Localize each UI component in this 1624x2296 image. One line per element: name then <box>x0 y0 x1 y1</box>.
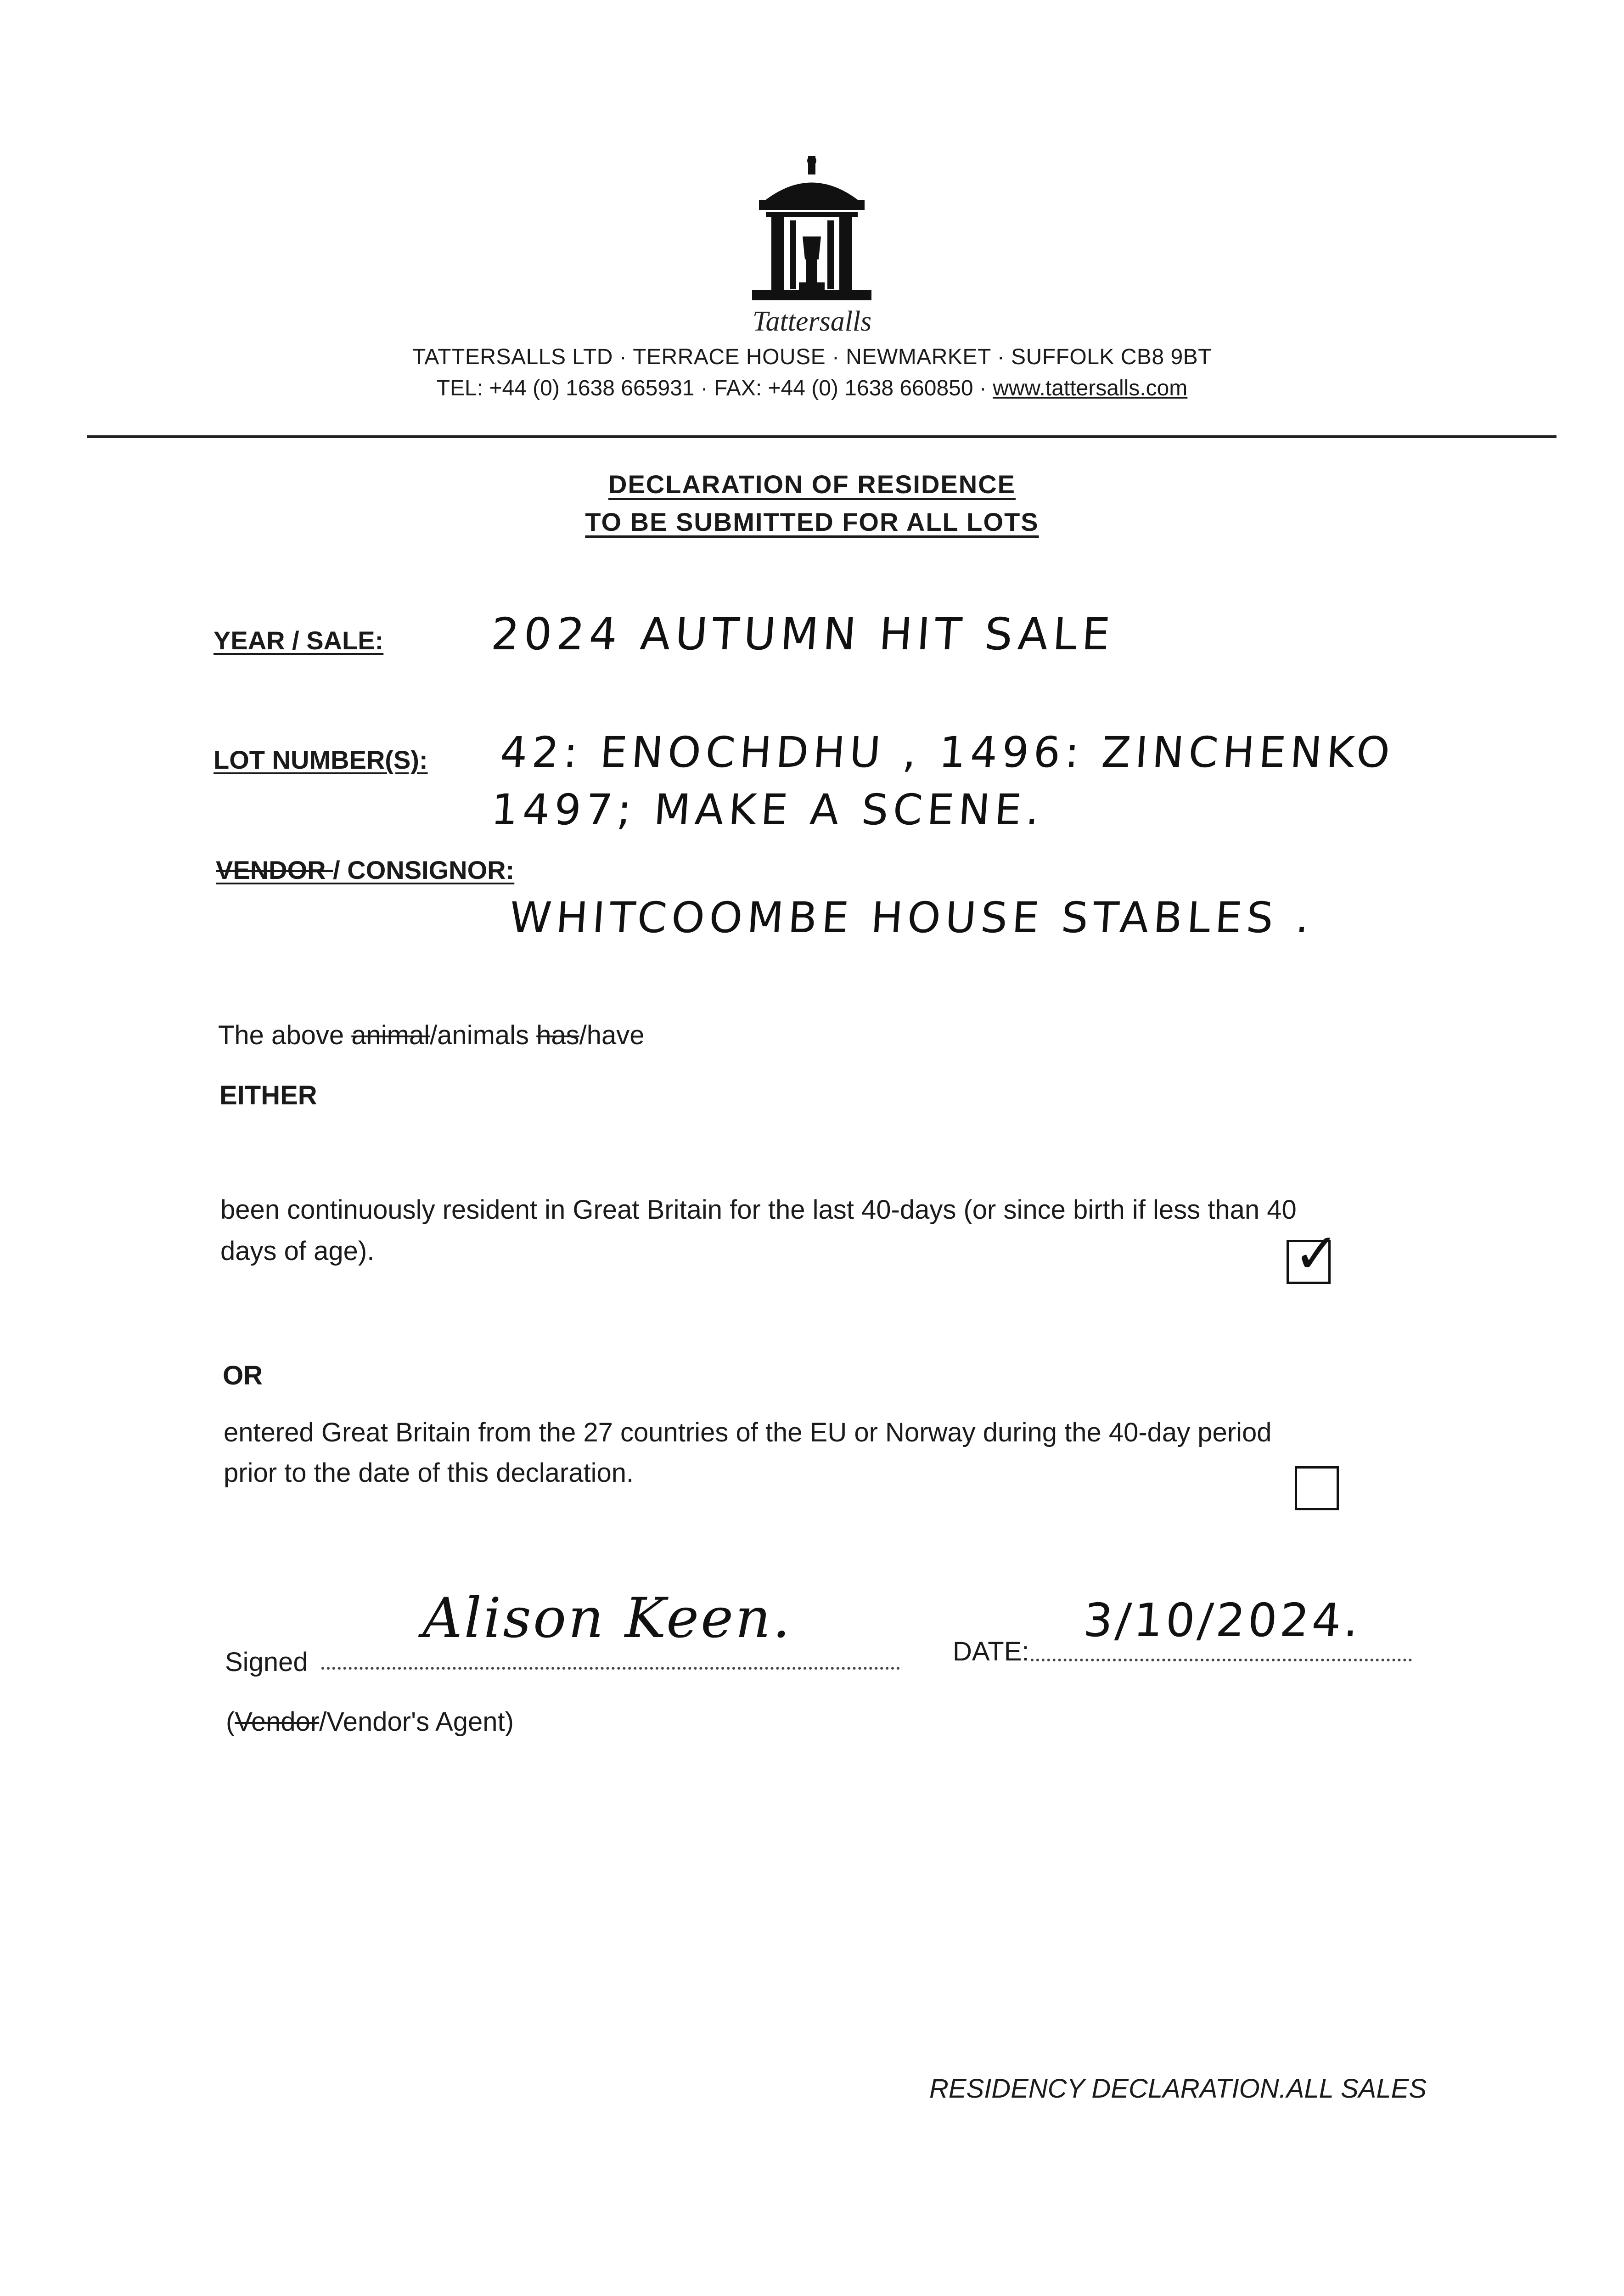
header-divider <box>87 435 1557 438</box>
statement-prefix: The above <box>218 1020 352 1050</box>
vendor-struck: VENDOR <box>216 855 333 884</box>
option2-checkbox[interactable] <box>1295 1466 1339 1510</box>
lot-numbers-value-line1[interactable]: 42: ENOCHDHU , 1496: ZINCHENKO <box>499 728 1396 777</box>
document-subtitle: TO BE SUBMITTED FOR ALL LOTS <box>585 507 1039 536</box>
footer-reference: RESIDENCY DECLARATION.ALL SALES <box>929 2074 1427 2104</box>
animal-struck: animal <box>351 1020 430 1050</box>
vendor-agent-role: /Vendor's Agent) <box>319 1707 514 1737</box>
checkmark-icon: ✓ <box>1293 1222 1340 1286</box>
vendor-role-struck: Vendor <box>235 1707 320 1737</box>
animals-text: /animals <box>430 1020 537 1050</box>
date-label: DATE: <box>953 1637 1029 1666</box>
option1-text-line2: days of age). <box>220 1236 375 1266</box>
contact-line <box>0 376 1624 401</box>
lot-numbers-label: LOT NUMBER(S): <box>214 745 428 774</box>
consignor-label <box>216 855 514 885</box>
website-link[interactable]: www.tattersalls.com <box>993 376 1188 400</box>
phone-fax: TEL: +44 (0) 1638 665931 · FAX: +44 (0) 1638 660850 · <box>436 376 993 400</box>
consignor-label-text: / CONSIGNOR: <box>333 855 515 884</box>
or-label: OR <box>223 1361 263 1390</box>
signed-label: Signed <box>225 1647 308 1677</box>
consignor-value[interactable]: WHITCOOMBE HOUSE STABLES . <box>508 893 1316 942</box>
signature-line <box>321 1662 900 1670</box>
option1-checkbox[interactable] <box>1287 1222 1340 1286</box>
option2-text-line1: entered Great Britain from the 27 countries of the EU or Norway during the 40-day period <box>224 1418 1272 1447</box>
tattersalls-logo <box>747 156 876 308</box>
date-line <box>1031 1654 1412 1661</box>
signature[interactable]: Alison Keen. <box>422 1587 792 1650</box>
statement-line <box>218 1015 645 1056</box>
either-label: EITHER <box>219 1080 317 1110</box>
have-text: /have <box>579 1020 645 1050</box>
option2-text-line2: prior to the date of this declaration. <box>224 1458 634 1488</box>
role-open-paren: ( <box>226 1707 235 1737</box>
year-sale-value[interactable]: 2024 AUTUMN HIT SALE <box>489 608 1116 660</box>
signer-role <box>226 1701 514 1743</box>
has-struck: has <box>536 1020 579 1050</box>
document-title: DECLARATION OF RESIDENCE <box>608 470 1016 499</box>
brand-name: Tattersalls <box>752 306 872 337</box>
option1-text-line1: been continuously resident in Great Britain for the last 40-days (or since birth if less than 40 <box>220 1195 1297 1225</box>
company-address: TATTERSALLS LTD · TERRACE HOUSE · NEWMARKET · SUFFOLK CB8 9BT <box>412 345 1212 369</box>
date-value[interactable]: 3/10/2024. <box>1081 1593 1363 1647</box>
lot-numbers-value-line2[interactable]: 1497; MAKE A SCENE. <box>489 785 1046 834</box>
year-sale-label: YEAR / SALE: <box>214 626 384 655</box>
